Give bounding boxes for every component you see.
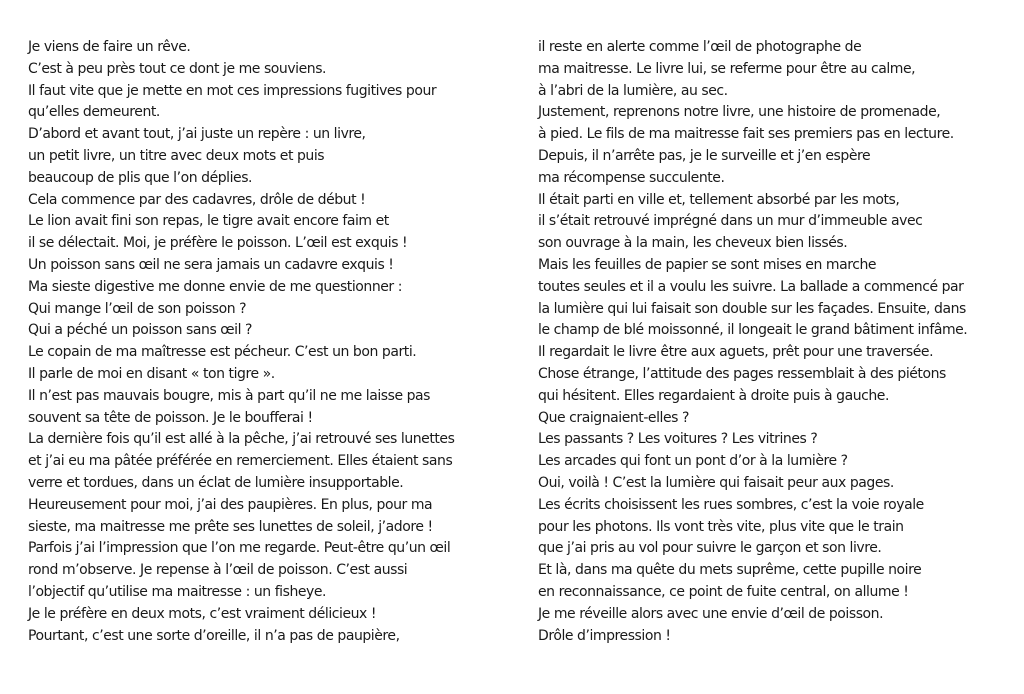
text-line: toutes seules et il a voulu les suivre. La ballade a commencé par (538, 278, 964, 295)
text-line: Il était parti en ville et, tellement absorbé par les mots, (538, 191, 900, 208)
text-line: C’est à peu près tout ce dont je me souviens. (28, 60, 327, 77)
text-line: à l’abri de la lumière, au sec. (538, 82, 728, 99)
text-line: Pourtant, c’est une sorte d’oreille, il n’a pas de paupière, (28, 627, 400, 644)
text-line: l’objectif qu’utilise ma maitresse : un fisheye. (28, 583, 327, 600)
text-line: et j’ai eu ma pâtée préférée en remerciement. Elles étaient sans (28, 453, 453, 470)
text-line: Je le préfère en deux mots, c’est vraiment délicieux ! (28, 605, 377, 622)
text-line: Mais les feuilles de papier se sont mises en marche (538, 256, 877, 273)
text-line: Parfois j’ai l’impression que l’on me regarde. Peut-être qu’un œil (28, 540, 451, 557)
text-line: en reconnaissance, ce point de fuite central, on allume ! (538, 583, 909, 600)
text-line: Le lion avait fini son repas, le tigre avait encore faim et (28, 213, 389, 230)
text-line: il reste en alerte comme l’œil de photographe de (538, 39, 862, 55)
text-line: à pied. Le fils de ma maitresse fait ses premiers pas en lecture. (538, 126, 954, 143)
text-line: verre et tordues, dans un éclat de lumière insupportable. (28, 474, 404, 491)
text-line: il s’était retrouvé imprégné dans un mur d’immeuble avec (538, 213, 923, 230)
text-line: Les arcades qui font un pont d’or à la lumière ? (538, 453, 848, 470)
text-line: Les passants ? Les voitures ? Les vitrines ? (538, 431, 818, 448)
text-line: Les écrits choisissent les rues sombres, c’est la voie royale (538, 496, 924, 513)
text-line: Drôle d’impression ! (538, 627, 671, 644)
text-line: il se délectait. Moi, je préfère le poisson. L’œil est exquis ! (28, 235, 408, 252)
text-line: Je viens de faire un rêve. (28, 39, 191, 55)
text-line: sieste, ma maitresse me prête ses lunettes de soleil, j’adore ! (28, 518, 433, 535)
text-line: Qui a péché un poisson sans œil ? (28, 322, 253, 339)
text-line: Il n’est pas mauvais bougre, mis à part qu’il ne me laisse pas (28, 387, 431, 404)
text-line: Justement, reprenons notre livre, une histoire de promenade, (538, 104, 941, 121)
text-line: Qui mange l’œil de son poisson ? (28, 300, 247, 317)
text-line: Le copain de ma maîtresse est pécheur. C’est un bon parti. (28, 344, 417, 361)
text-line: Heureusement pour moi, j’ai des paupières. En plus, pour ma (28, 496, 433, 513)
text-line: que j’ai pris au vol pour suivre le garçon et son livre. (538, 540, 882, 557)
text-line: Il regardait le livre être aux aguets, prêt pour une traversée. (538, 344, 934, 361)
text-line: pour les photons. Ils vont très vite, plus vite que le train (538, 518, 904, 535)
right-page-text (538, 37, 1018, 647)
text-line: Cela commence par des cadavres, drôle de début ! (28, 191, 366, 208)
text-line: Je me réveille alors avec une envie d’œil de poisson. (538, 605, 884, 622)
text-line: qu’elles demeurent. (28, 104, 160, 121)
text-line: Et là, dans ma quête du mets suprême, cette pupille noire (538, 562, 922, 579)
text-line: beaucoup de plis que l’on déplies. (28, 169, 253, 186)
text-line: Ma sieste digestive me donne envie de me questionner : (28, 278, 402, 295)
text-line: son ouvrage à la main, les cheveux bien lissés. (538, 235, 848, 252)
text-line: Que craignaient-elles ? (538, 409, 689, 426)
text-line: Un poisson sans œil ne sera jamais un cadavre exquis ! (28, 256, 394, 273)
text-line: Chose étrange, l’attitude des pages ressemblait à des piétons (538, 365, 946, 382)
text-line: La dernière fois qu’il est allé à la pêche, j’ai retrouvé ses lunettes (28, 431, 455, 448)
text-line: ma récompense succulente. (538, 169, 725, 186)
text-line: ma maitresse. Le livre lui, se referme pour être au calme, (538, 60, 916, 77)
text-line: souvent sa tête de poisson. Je le boufferai ! (28, 409, 313, 426)
text-line: le champ de blé moissonné, il longeait le grand bâtiment infâme. (538, 322, 968, 339)
text-line: qui hésitent. Elles regardaient à droite puis à gauche. (538, 387, 889, 404)
text-line: D’abord et avant tout, j’ai juste un repère : un livre, (28, 126, 366, 143)
text-line: un petit livre, un titre avec deux mots et puis (28, 147, 325, 164)
left-page-text (28, 37, 508, 647)
text-line: Depuis, il n’arrête pas, je le surveille et j’en espère (538, 147, 871, 164)
text-line: Il parle de moi en disant « ton tigre ». (28, 365, 275, 382)
text-line: Il faut vite que je mette en mot ces impressions fugitives pour (28, 82, 437, 99)
text-line: Oui, voilà ! C’est la lumière qui faisait peur aux pages. (538, 474, 894, 491)
text-line: rond m’observe. Je repense à l’œil de poisson. C’est aussi (28, 562, 408, 579)
text-line: la lumière qui lui faisait son double sur les façades. Ensuite, dans (538, 300, 966, 317)
